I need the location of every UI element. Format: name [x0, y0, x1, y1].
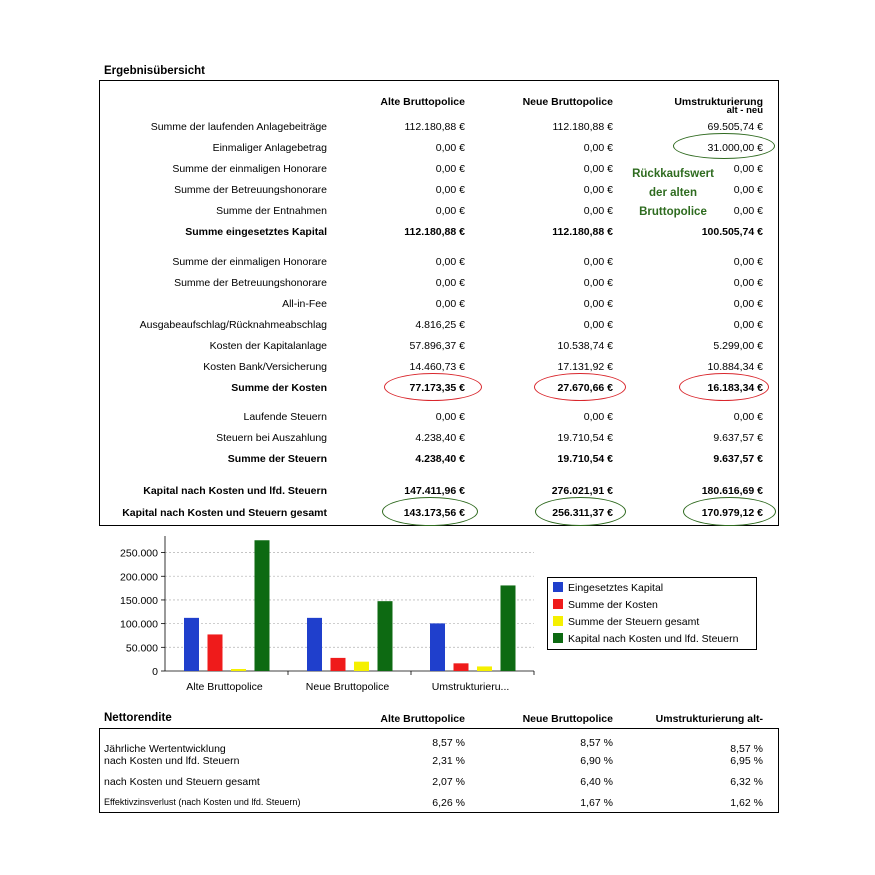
y-tick-label: 150.000 [120, 594, 158, 607]
annotation-line-3: Bruttopolice [639, 206, 707, 218]
row-label: Kapital nach Kosten und Steuern gesamt [122, 507, 327, 519]
row-label: Summe der Entnahmen [216, 205, 327, 217]
x-tick-label: Umstrukturieru... [431, 681, 510, 693]
row-value: 0,00 € [733, 256, 763, 268]
row-value: 10.538,74 € [557, 340, 613, 352]
bar [255, 540, 270, 671]
annotation-line-2: der alten [649, 187, 697, 199]
row-value: 0,00 € [583, 184, 613, 196]
row-label: Summe der Betreuungshonorare [174, 277, 327, 289]
row-label: Summe der laufenden Anlagebeiträge [150, 121, 327, 133]
highlight-kapital-alt [382, 497, 478, 526]
row-value: 0,00 € [435, 411, 465, 423]
row-value: 143.173,56 € [403, 507, 465, 519]
bar [184, 618, 199, 671]
row-value: 112.180,88 € [552, 121, 613, 133]
row-label: Steuern bei Auszahlung [216, 432, 327, 444]
row-value: 4.238,40 € [415, 432, 465, 444]
netto-row-value: 6,40 % [580, 776, 613, 788]
legend-label: Kapital nach Kosten und lfd. Steuern [568, 633, 739, 645]
row-value: 0,00 € [733, 298, 763, 310]
row-value: 0,00 € [583, 256, 613, 268]
row-label: Summe der Steuern [227, 453, 327, 465]
row-value: 256.311,37 € [552, 507, 613, 519]
netto-row-value: 6,90 % [580, 755, 613, 767]
row-label: Summe eingesetztes Kapital [185, 226, 327, 238]
row-value: 112.180,88 € [404, 226, 465, 238]
annotation-line-1: Rückkaufswert [632, 168, 714, 180]
col-header-sub: alt - neu [726, 105, 763, 116]
row-value: 0,00 € [733, 319, 763, 331]
row-value: 0,00 € [435, 184, 465, 196]
y-tick-label: 100.000 [120, 618, 158, 631]
highlight-kosten-neu [534, 373, 626, 401]
netto-title: Nettorendite [104, 712, 172, 724]
x-tick-label: Neue Bruttopolice [305, 681, 390, 693]
bar [354, 662, 369, 671]
row-value: 0,00 € [583, 163, 613, 175]
row-value: 57.896,37 € [409, 340, 465, 352]
row-value: 77.173,35 € [409, 382, 465, 394]
bar [208, 634, 223, 671]
row-label: Summe der Kosten [231, 382, 327, 394]
row-value: 100.505,74 € [701, 226, 763, 238]
bar [477, 666, 492, 671]
row-value: 0,00 € [435, 298, 465, 310]
row-value: 31.000,00 € [707, 142, 763, 154]
row-value: 112.180,88 € [404, 121, 465, 133]
row-value: 4.816,25 € [415, 319, 465, 331]
legend-label: Summe der Kosten [568, 599, 658, 611]
netto-row-value: 6,95 % [730, 755, 763, 767]
y-tick-label: 250.000 [120, 547, 158, 560]
netto-row-value: 8,57 % [432, 737, 465, 749]
netto-row-label: Effektivzinsverlust (nach Kosten und lfd. Steuern) [104, 797, 301, 807]
bar [454, 663, 469, 671]
bar [331, 658, 346, 671]
row-value: 0,00 € [733, 411, 763, 423]
row-value: 170.979,12 € [701, 507, 763, 519]
legend-item [553, 633, 738, 645]
row-value: 10.884,34 € [707, 361, 763, 373]
row-value: 276.021,91 € [551, 485, 613, 497]
netto-row-value: 6,32 % [730, 776, 763, 788]
y-tick-label: 200.000 [120, 571, 158, 584]
netto-col-header-neu: Neue Bruttopolice [522, 713, 613, 725]
row-value: 0,00 € [583, 277, 613, 289]
row-value: 0,00 € [733, 163, 763, 175]
legend-swatch [553, 616, 563, 626]
col-header-umstrukturierung: Umstrukturierung [674, 96, 763, 108]
row-label: Kosten der Kapitalanlage [209, 340, 327, 352]
row-value: 9.637,57 € [713, 453, 763, 465]
legend-item [553, 616, 699, 628]
netto-row-value: 2,31 % [432, 755, 465, 767]
row-value: 0,00 € [435, 277, 465, 289]
row-value: 17.131,92 € [557, 361, 613, 373]
highlight-kosten-alt [384, 373, 482, 401]
legend-item [553, 599, 658, 611]
row-value: 0,00 € [435, 142, 465, 154]
row-value: 147.411,96 € [404, 485, 465, 497]
row-label: Einmaliger Anlagebetrag [212, 142, 327, 154]
row-value: 16.183,34 € [707, 382, 763, 394]
netto-row-value: 2,07 % [432, 776, 465, 788]
row-label: Ausgabeaufschlag/Rücknahmeabschlag [139, 319, 327, 331]
netto-row-label: nach Kosten und Steuern gesamt [104, 776, 260, 788]
row-value: 180.616,69 € [701, 485, 763, 497]
highlight-kapital-neu [535, 497, 626, 526]
row-value: 19.710,54 € [557, 453, 613, 465]
row-value: 0,00 € [583, 205, 613, 217]
row-label: Summe der einmaligen Honorare [172, 163, 327, 175]
row-value: 27.670,66 € [557, 382, 613, 394]
y-tick-label: 50.000 [125, 642, 158, 655]
bar [501, 585, 516, 671]
row-value: 0,00 € [733, 205, 763, 217]
row-value: 0,00 € [435, 256, 465, 268]
netto-row-value: 1,62 % [730, 797, 763, 809]
netto-row-value: 6,26 % [432, 797, 465, 809]
row-value: 0,00 € [435, 163, 465, 175]
netto-row-label: nach Kosten und lfd. Steuern [104, 755, 240, 767]
legend-item [553, 582, 663, 594]
row-value: 0,00 € [583, 319, 613, 331]
netto-row-value: 8,57 % [730, 743, 763, 755]
bar [231, 669, 246, 671]
netto-row-value: 8,57 % [580, 737, 613, 749]
highlight-einmaliger-anlagebetrag [673, 133, 775, 159]
legend-label: Eingesetztes Kapital [568, 582, 664, 594]
legend-swatch [553, 599, 563, 609]
legend-swatch [553, 582, 563, 592]
row-value: 4.238,40 € [415, 453, 465, 465]
legend-label: Summe der Steuern gesamt [568, 616, 700, 628]
netto-col-header-umstrukturierung: Umstrukturierung alt- [655, 713, 763, 725]
row-value: 5.299,00 € [713, 340, 763, 352]
row-value: 0,00 € [733, 184, 763, 196]
row-value: 19.710,54 € [557, 432, 613, 444]
bar [430, 623, 445, 671]
highlight-kapital-umstrukturierung [683, 497, 776, 526]
row-value: 112.180,88 € [552, 226, 613, 238]
row-value: 9.637,57 € [713, 432, 763, 444]
row-value: 0,00 € [583, 142, 613, 154]
netto-row-label: Jährliche Wertentwicklung [104, 743, 226, 755]
row-label: Summe der Betreuungshonorare [174, 184, 327, 196]
row-label: Kosten Bank/Versicherung [203, 361, 327, 373]
netto-row-value: 1,67 % [580, 797, 613, 809]
row-value: 0,00 € [733, 277, 763, 289]
summary-title: Ergebnisübersicht [104, 65, 205, 77]
annotation-text [618, 165, 728, 222]
bar [378, 601, 393, 671]
row-value: 69.505,74 € [707, 121, 763, 133]
x-tick-label: Alte Bruttopolice [186, 681, 263, 693]
row-value: 0,00 € [583, 298, 613, 310]
netto-col-header-alt: Alte Bruttopolice [380, 713, 465, 725]
row-value: 0,00 € [583, 411, 613, 423]
col-header-alt: Alte Bruttopolice [380, 96, 465, 108]
highlight-kosten-umstrukturierung [679, 373, 769, 401]
row-label: All-in-Fee [282, 298, 327, 310]
legend-swatch [553, 633, 563, 643]
row-value: 14.460,73 € [409, 361, 465, 373]
row-value: 0,00 € [435, 205, 465, 217]
row-label: Laufende Steuern [243, 411, 327, 423]
col-header-neu: Neue Bruttopolice [522, 96, 613, 108]
y-tick-label: 0 [152, 666, 158, 678]
row-label: Summe der einmaligen Honorare [172, 256, 327, 268]
row-label: Kapital nach Kosten und lfd. Steuern [143, 485, 327, 497]
bar [307, 618, 322, 671]
